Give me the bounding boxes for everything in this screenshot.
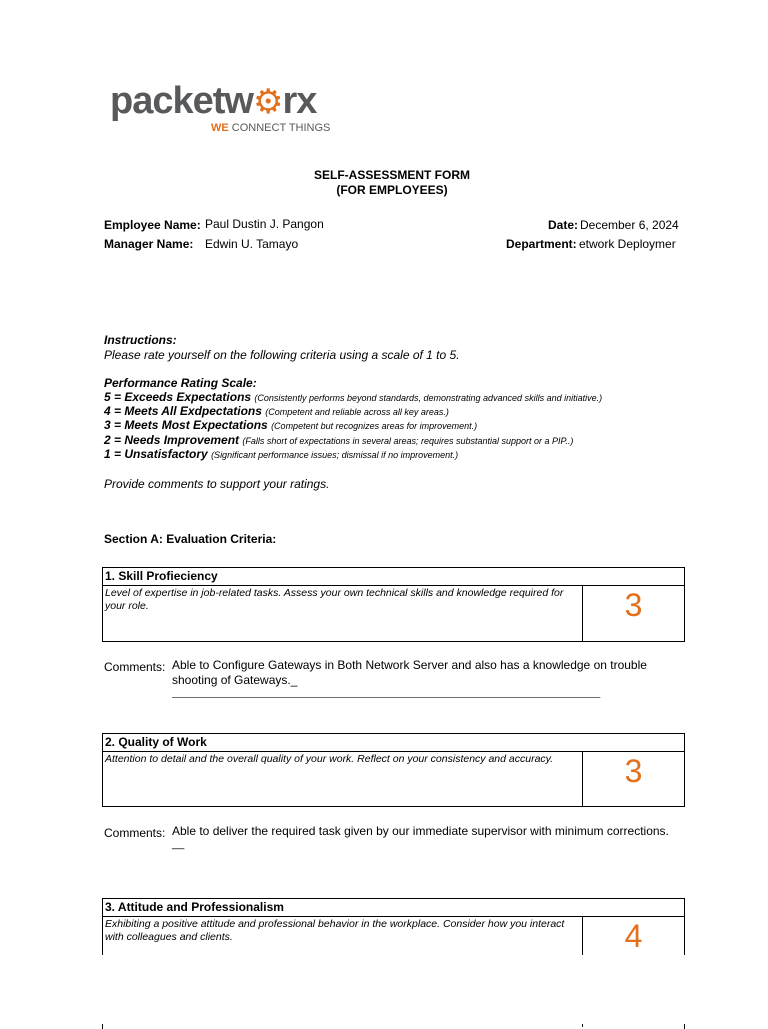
department-value: etwork Deploymer [579, 237, 676, 251]
comments-quality-of-work[interactable] [172, 824, 672, 849]
rating-scale-label: 5 = Exceeds Expectations [104, 390, 252, 404]
company-logo [110, 80, 316, 123]
rating-scale-label: 4 = Meets All Exdpectations [104, 404, 262, 418]
rating-scale-item [104, 404, 449, 418]
logo-tagline [211, 122, 330, 134]
instructions-heading: Instructions: [104, 333, 177, 347]
date-value: December 6, 2024 [580, 218, 679, 232]
rating-scale-item [104, 433, 573, 447]
rating-scale-desc: (Competent but recognizes areas for improvement.) [271, 421, 478, 431]
form-subtitle: (FOR EMPLOYEES) [336, 183, 448, 197]
rating-scale-item [104, 447, 458, 461]
rating-scale-desc: (Significant performance issues; dismissal if no improvement.) [211, 450, 459, 460]
logo-text-end: rx [282, 80, 317, 122]
logo-tagline-we: WE [211, 122, 229, 134]
criterion-description: Attention to detail and the overall quality of your work. Reflect on your consistency and accuracy. [105, 753, 554, 765]
comments-text: Able to deliver the required task given by our immediate supervisor with minimum corrections. [172, 824, 669, 838]
criterion-box-skill-proficiency [102, 567, 685, 642]
criterion-box-quality-of-work [102, 733, 685, 807]
logo-tagline-rest: CONNECT THINGS [228, 122, 331, 134]
criterion-title: 1. Skill Profieciency [103, 568, 684, 586]
rating-scale-label: 3 = Meets Most Expectations [104, 418, 268, 432]
manager-name-value: Edwin U. Tamayo [205, 237, 299, 251]
rating-scale-item [104, 418, 477, 432]
criterion-rating[interactable]: 4 [582, 917, 684, 1027]
criterion-title: 2. Quality of Work [103, 734, 684, 752]
comments-underline: __ [172, 838, 185, 850]
page-bottom-margin [0, 955, 768, 1024]
employee-name-label: Employee Name: [104, 218, 201, 232]
manager-name-label: Manager Name: [104, 237, 194, 251]
comments-text: Able to Configure Gateways in Both Network Server and also has a knowledge on trouble shooting of Gateways._ [172, 658, 647, 687]
criterion-rating[interactable]: 3 [582, 586, 684, 641]
rating-scale-desc: (Consistently performs beyond standards, demonstrating advanced skills and initiative.) [254, 393, 603, 403]
logo-gear-icon: ⚙ [252, 83, 283, 121]
rating-scale-label: 1 = Unsatisfactory [104, 447, 208, 461]
comments-skill-proficiency[interactable] [172, 658, 672, 698]
employee-name-value: Paul Dustin J. Pangon [205, 217, 324, 231]
rating-scale-item [104, 390, 602, 404]
form-title: SELF-ASSESSMENT FORM [313, 168, 470, 182]
rating-scale-footer: Provide comments to support your ratings. [104, 477, 330, 491]
section-a-heading: Section A: Evaluation Criteria: [104, 532, 277, 546]
comments-label: Comments: [104, 826, 166, 840]
comments-underline: ______________________________________________________________________ [172, 688, 601, 698]
criterion-description: Level of expertise in job-related tasks. Assess your own technical skills and knowledge required for your role. [105, 587, 564, 612]
rating-scale-desc: (Competent and reliable across all key areas.) [265, 407, 449, 417]
criterion-title: 3. Attitude and Professionalism [103, 899, 684, 917]
logo-text-start: packetw [110, 80, 253, 122]
rating-scale-desc: (Falls short of expectations in several areas; requires substantial support or a PIP..) [242, 436, 574, 446]
date-label: Date: [548, 218, 579, 232]
comments-label: Comments: [104, 660, 166, 674]
instructions-text: Please rate yourself on the following criteria using a scale of 1 to 5. [104, 348, 460, 362]
criterion-rating[interactable]: 3 [582, 752, 684, 806]
criterion-description: Exhibiting a positive attitude and professional behavior in the workplace. Consider how you interact with colleagues and clients. [105, 918, 565, 943]
rating-scale-label: 2 = Needs Improvement [104, 433, 240, 447]
department-label: Department: [506, 237, 577, 251]
rating-scale-heading: Performance Rating Scale: [104, 376, 257, 390]
